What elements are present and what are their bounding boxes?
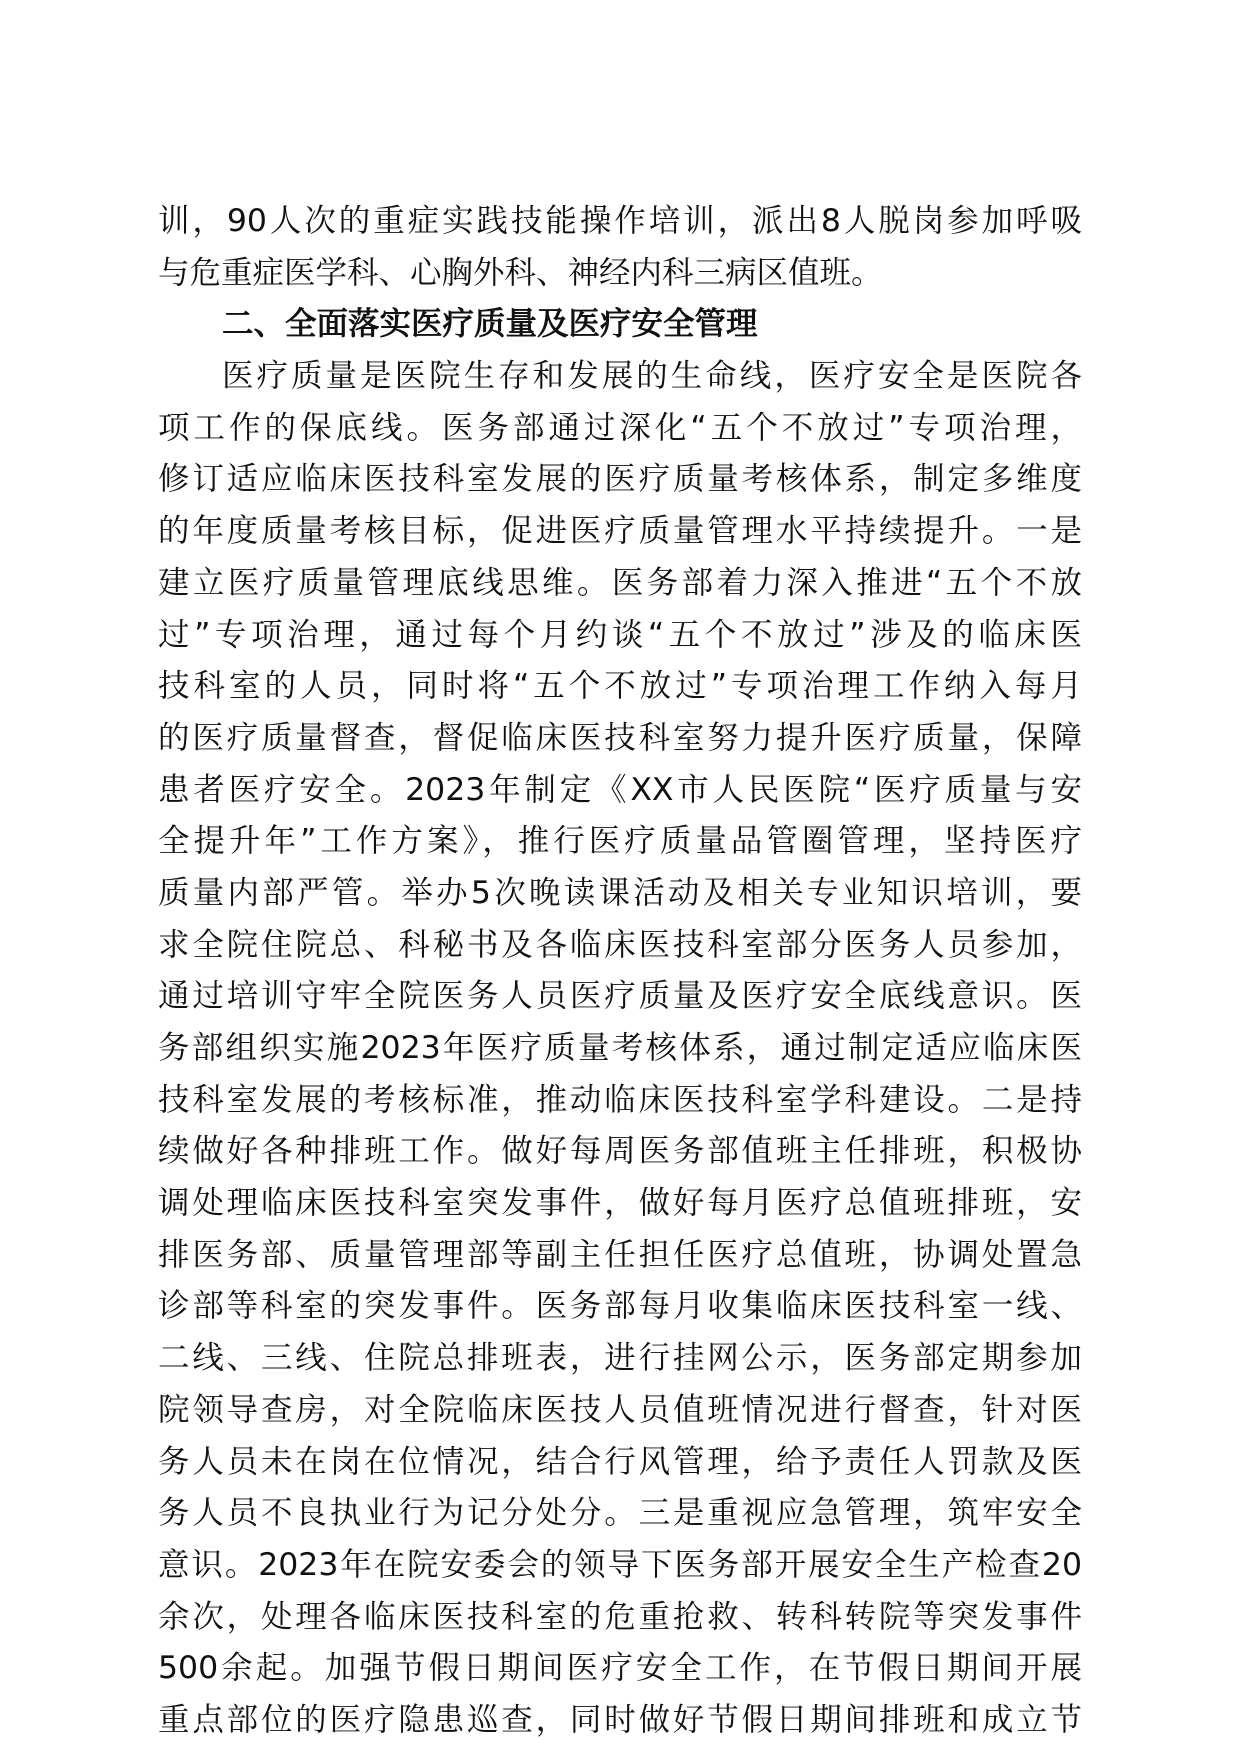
paragraph-line: 质量内部严管。举办5次晚读课活动及相关专业知识培训，要 (158, 874, 1082, 911)
paragraph-line: 技科室的人员，同时将“五个不放过”专项治理工作纳入每月 (158, 668, 1082, 705)
paragraph-line: 排医务部、质量管理部等副主任担任医疗总值班，协调处置急 (158, 1236, 1082, 1273)
paragraph-line: 续做好各种排班工作。做好每周医务部值班主任排班，积极协 (158, 1133, 1082, 1170)
paragraph-line: 务人员不良执业行为记分处分。三是重视应急管理，筑牢安全 (158, 1495, 1082, 1532)
section-heading: 二、全面落实医疗质量及医疗安全管理 (222, 306, 758, 343)
paragraph-line: 调处理临床医技科室突发事件，做好每月医疗总值班排班，安 (158, 1185, 1082, 1222)
document-body (158, 196, 1082, 1747)
paragraph-line: 的年度质量考核目标，促进医疗质量管理水平持续提升。一是 (158, 513, 1082, 550)
paragraph-line: 过”专项治理，通过每个月约谈“五个不放过”涉及的临床医 (158, 616, 1082, 653)
paragraph-line: 患者医疗安全。2023年制定《XX市人民医院“医疗质量与安 (158, 771, 1082, 808)
paragraph-line: 诊部等科室的突发事件。医务部每月收集临床医技科室一线、 (158, 1288, 1082, 1325)
paragraph-line: 全提升年”工作方案》，推行医疗质量品管圈管理，坚持医疗 (158, 823, 1082, 860)
paragraph-line: 求全院住院总、科秘书及各临床医技科室部分医务人员参加， (158, 926, 1082, 963)
paragraph-line: 建立医疗质量管理底线思维。医务部着力深入推进“五个不放 (158, 564, 1082, 601)
paragraph-line: 通过培训守牢全院医务人员医疗质量及医疗安全底线意识。医 (158, 978, 1082, 1015)
paragraph-line: 500余起。加强节假日期间医疗安全工作，在节假日期间开展 (158, 1650, 1082, 1687)
paragraph-line: 意识。2023年在院安委会的领导下医务部开展安全生产检查20 (158, 1546, 1082, 1583)
paragraph-line: 项工作的保底线。医务部通过深化“五个不放过”专项治理， (158, 409, 1082, 446)
paragraph-line: 修订适应临床医技科室发展的医疗质量考核体系，制定多维度 (158, 461, 1082, 498)
paragraph-line: 务部组织实施2023年医疗质量考核体系，通过制定适应临床医 (158, 1030, 1082, 1066)
paragraph-line: 务人员未在岗在位情况，结合行风管理，给予责任人罚款及医 (158, 1443, 1082, 1480)
paragraph-line: 的医疗质量督查，督促临床医技科室努力提升医疗质量，保障 (158, 719, 1082, 756)
paragraph-line: 余次，处理各临床医技科室的危重抢救、转科转院等突发事件 (158, 1598, 1082, 1635)
paragraph-line: 技科室发展的考核标准，推动临床医技科室学科建设。二是持 (158, 1081, 1082, 1118)
paragraph-line: 院领导查房，对全院临床医技人员值班情况进行督查，针对医 (158, 1391, 1082, 1428)
paragraph-line: 医疗质量是医院生存和发展的生命线，医疗安全是医院各 (222, 358, 1082, 395)
paragraph-line: 与危重症医学科、心胸外科、神经内科三病区值班。 (158, 254, 883, 291)
paragraph-line: 重点部位的医疗隐患巡查，同时做好节假日期间排班和成立节 (158, 1701, 1082, 1738)
paragraph-line: 训，90人次的重症实践技能操作培训，派出8人脱岗参加呼吸 (158, 203, 1082, 239)
paragraph-line: 二线、三线、住院总排班表，进行挂网公示，医务部定期参加 (158, 1340, 1082, 1377)
